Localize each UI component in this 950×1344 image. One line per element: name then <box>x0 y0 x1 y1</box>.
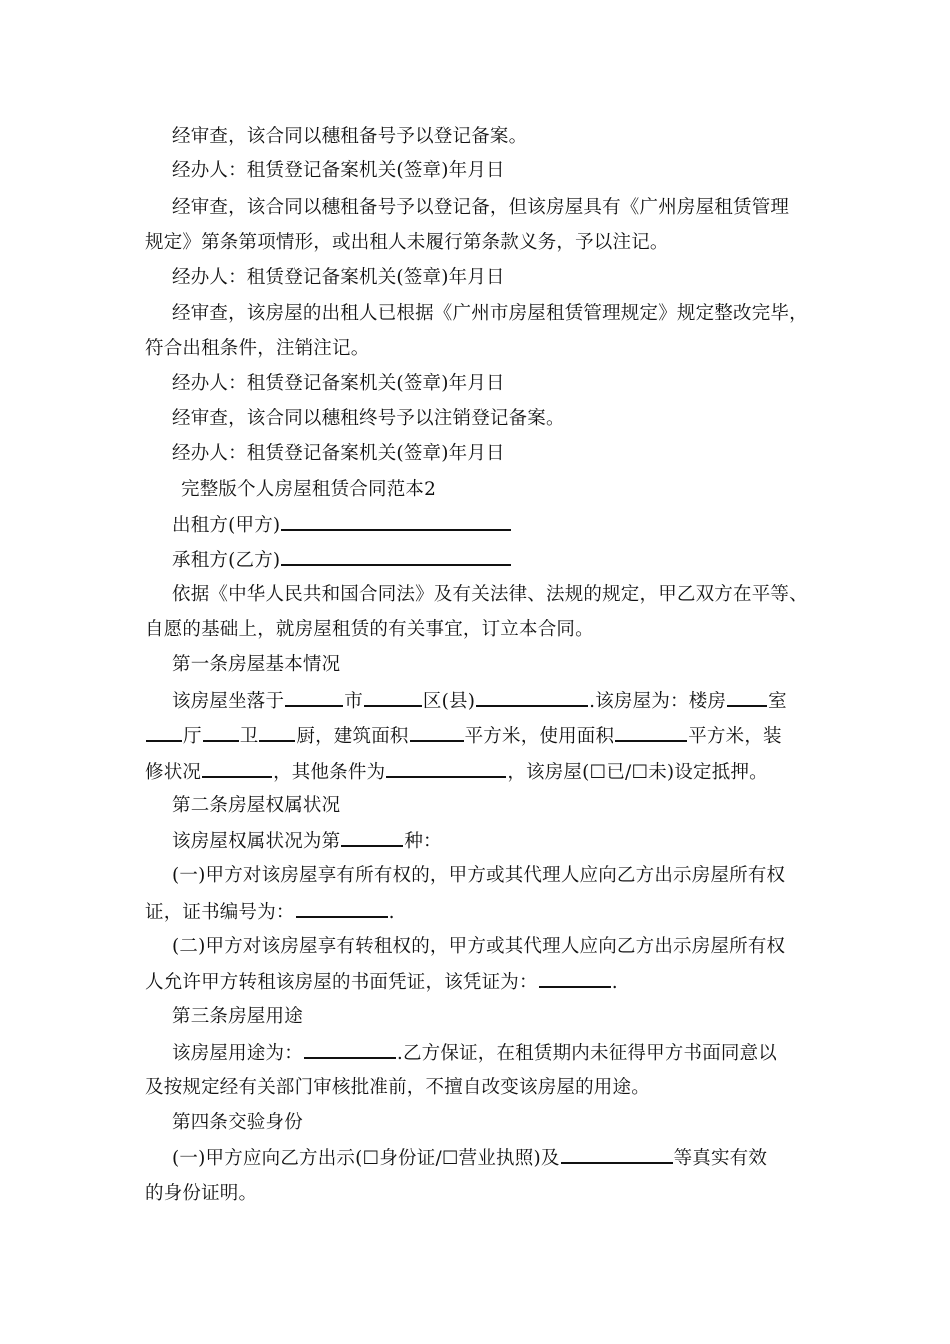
paragraph-text: 经审查，该房屋的出租人已根据《广州市房屋租赁管理规定》规定整改完毕， <box>172 303 808 324</box>
heading-text: 第一条房屋基本情况 <box>172 654 341 675</box>
article-heading <box>172 1111 303 1135</box>
paragraph-text: . <box>388 902 395 923</box>
heading-text: 第四条交验身份 <box>172 1112 303 1133</box>
heading-text: 第三条房屋用途 <box>172 1006 303 1027</box>
paragraph-continuation <box>145 231 669 255</box>
paragraph-text: 厅 <box>183 726 202 747</box>
paragraph-text: 经办人：租赁登记备案机关(签章)年月日 <box>172 443 505 464</box>
paragraph-text: (一)甲方对该房屋享有所有权的，甲方或其代理人应向乙方出示房屋所有权 <box>172 865 786 886</box>
paragraph-text: 室 <box>768 691 787 712</box>
paragraph-text: 种： <box>404 831 442 852</box>
paragraph-continuation <box>145 618 594 642</box>
paragraph <box>172 407 565 431</box>
blank-line <box>539 970 611 988</box>
article-heading <box>172 1005 303 1029</box>
paragraph <box>172 302 808 326</box>
title-text: 完整版个人房屋租赁合同范本2 <box>181 479 437 500</box>
paragraph-text: 卫 <box>239 726 259 747</box>
paragraph-text: .乙方保证，在租赁期内未征得甲方书面同意以 <box>396 1043 777 1064</box>
paragraph <box>172 442 505 466</box>
blank-line <box>203 724 239 742</box>
paragraph-text: 依据《中华人民共和国合同法》及有关法律、法规的规定，甲乙双方在平等、 <box>172 584 808 605</box>
paragraph-text: 经办人：租赁登记备案机关(签章)年月日 <box>172 373 505 394</box>
paragraph-text: . <box>611 972 618 993</box>
paragraph-text: 证，证书编号为： <box>145 902 295 923</box>
paragraph-text: 区(县) <box>422 691 476 712</box>
blank-line <box>341 829 403 847</box>
paragraph-text: 该房屋用途为： <box>172 1043 303 1064</box>
heading-text: 第二条房屋权属状况 <box>172 795 341 816</box>
paragraph <box>172 689 787 714</box>
paragraph <box>172 196 789 220</box>
blank-line <box>281 548 511 566</box>
blank-line <box>296 900 388 918</box>
paragraph-text: 自愿的基础上，就房屋租赁的有关事宜，订立本合同。 <box>145 619 594 640</box>
article-heading <box>172 653 340 677</box>
blank-line <box>727 689 767 707</box>
section-title <box>181 478 436 502</box>
blank-line <box>281 513 511 531</box>
paragraph-text: 该房屋坐落于 <box>172 691 285 712</box>
blank-line <box>615 724 687 742</box>
paragraph <box>172 372 505 396</box>
blank-line <box>146 724 182 742</box>
paragraph-text: 经审查，该合同以穗租终号予以注销登记备案。 <box>172 408 565 429</box>
paragraph-continuation <box>145 1182 257 1206</box>
blank-line <box>561 1146 673 1164</box>
lessee-field <box>172 548 512 573</box>
lessor-field <box>172 513 512 538</box>
paragraph-continuation <box>145 900 395 925</box>
paragraph-text: .该房屋为：楼房 <box>589 691 727 712</box>
paragraph-text: 市 <box>344 691 363 712</box>
paragraph-text: 及按规定经有关部门审核批准前，不擅自改变该房屋的用途。 <box>145 1077 650 1098</box>
paragraph-continuation <box>145 970 618 995</box>
blank-line <box>476 689 588 707</box>
paragraph-text: ，其他条件为 <box>273 762 386 783</box>
paragraph-continuation <box>145 337 369 361</box>
paragraph <box>172 159 505 183</box>
paragraph-text: 修状况 <box>145 762 202 783</box>
paragraph <box>172 935 785 959</box>
paragraph-text: 的身份证明。 <box>145 1183 258 1204</box>
paragraph-text: (一)甲方应向乙方出示(☐身份证/☐营业执照)及 <box>172 1148 560 1169</box>
article-heading <box>172 794 340 818</box>
blank-line <box>202 760 272 778</box>
paragraph-continuation <box>145 760 768 785</box>
paragraph-text: 经审查，该合同以穗租备号予以登记备，但该房屋具有《广州房屋租赁管理 <box>172 197 790 218</box>
blank-line <box>304 1041 396 1059</box>
paragraph-text: 等真实有效 <box>673 1148 768 1169</box>
blank-line <box>386 760 506 778</box>
blank-line <box>410 724 464 742</box>
paragraph-text: 人允许甲方转租该房屋的书面凭证，该凭证为： <box>145 972 538 993</box>
paragraph-text: 经审查，该合同以穗租备号予以登记备案。 <box>172 126 528 147</box>
field-label: 出租方(甲方) <box>172 515 281 536</box>
paragraph-text: 符合出租条件，注销注记。 <box>145 338 370 359</box>
paragraph-text: 平方米，装 <box>688 726 782 747</box>
paragraph-text: 规定》第条第项情形，或出租人未履行第条款义务，予以注记。 <box>145 232 669 253</box>
paragraph <box>172 1041 777 1066</box>
blank-line <box>259 724 295 742</box>
paragraph-text: 该房屋权属状况为第 <box>172 831 341 852</box>
paragraph <box>172 829 442 854</box>
paragraph-text: ，该房屋(☐已/☐未)设定抵押。 <box>507 762 768 783</box>
paragraph-text: 平方米，使用面积 <box>464 726 615 747</box>
paragraph <box>172 864 785 888</box>
paragraph-continuation <box>145 724 782 749</box>
paragraph-text: (二)甲方对该房屋享有转租权的，甲方或其代理人应向乙方出示房屋所有权 <box>172 936 786 957</box>
field-label: 承租方(乙方) <box>172 550 281 571</box>
paragraph-text: 厨，建筑面积 <box>296 726 409 747</box>
blank-line <box>285 689 343 707</box>
paragraph <box>172 266 505 290</box>
paragraph-text: 经办人：租赁登记备案机关(签章)年月日 <box>172 267 505 288</box>
paragraph <box>172 583 808 607</box>
paragraph <box>172 125 527 149</box>
blank-line <box>364 689 422 707</box>
paragraph-continuation <box>145 1076 650 1100</box>
paragraph <box>172 1146 767 1171</box>
paragraph-text: 经办人：租赁登记备案机关(签章)年月日 <box>172 160 505 181</box>
